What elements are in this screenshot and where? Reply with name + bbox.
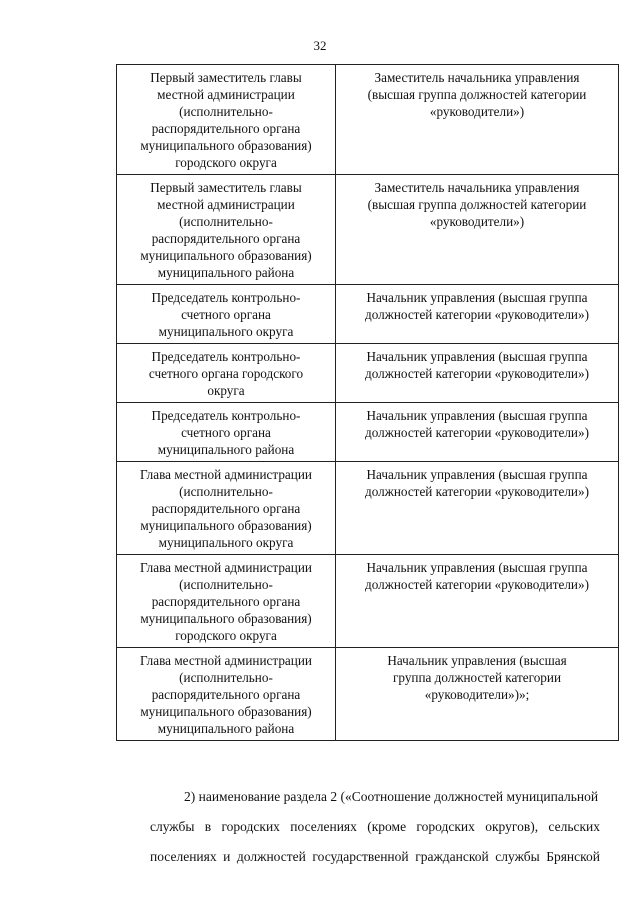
cell-line: муниципального округа — [158, 535, 294, 550]
cell-line: Начальник управления (высшая группа — [366, 408, 588, 423]
cell-line: Председатель контрольно- — [151, 349, 301, 364]
cell-line: муниципального образования) — [140, 248, 312, 263]
cell-line: (высшая группа должностей категории — [367, 87, 587, 102]
position-correspondence-table — [116, 64, 619, 741]
cell-line: муниципального образования) — [140, 518, 312, 533]
cell-line: (исполнительно- — [179, 104, 273, 119]
state-position-cell — [336, 462, 619, 555]
cell-line: (исполнительно- — [179, 484, 273, 499]
cell-line: округа — [207, 383, 245, 398]
cell-line: Начальник управления (высшая группа — [366, 349, 588, 364]
cell-line: муниципального образования) — [140, 138, 312, 153]
cell-line: (исполнительно- — [179, 670, 273, 685]
cell-line: Первый заместитель главы — [150, 70, 302, 85]
cell-line: распорядительного органа — [151, 231, 301, 246]
cell-line: местной администрации — [157, 87, 295, 102]
cell-line: (исполнительно- — [179, 214, 273, 229]
cell-line: (исполнительно- — [179, 577, 273, 592]
municipal-position-cell — [117, 462, 336, 555]
cell-line: Председатель контрольно- — [151, 408, 301, 423]
state-position-cell — [336, 555, 619, 648]
cell-line: «руководители») — [429, 104, 525, 119]
cell-line: должностей категории «руководители») — [365, 366, 589, 381]
amendment-paragraph — [116, 782, 600, 872]
cell-line: (высшая группа должностей категории — [367, 197, 587, 212]
cell-line: Начальник управления (высшая группа — [366, 290, 588, 305]
cell-line: распорядительного органа — [151, 121, 301, 136]
cell-line: Первый заместитель главы — [150, 180, 302, 195]
cell-line: Глава местной администрации — [140, 467, 312, 482]
cell-line: распорядительного органа — [151, 501, 301, 516]
cell-line: муниципального округа — [158, 324, 294, 339]
cell-line: счетного органа — [181, 307, 271, 322]
paragraph-line: 2) наименование раздела 2 («Соотношение должностей муниципальной — [184, 789, 599, 804]
table-row — [117, 344, 619, 403]
cell-line: местной администрации — [157, 197, 295, 212]
cell-line: Заместитель начальника управления — [374, 180, 580, 195]
cell-line: Глава местной администрации — [140, 560, 312, 575]
cell-line: Глава местной администрации — [140, 653, 312, 668]
cell-line: Начальник управления (высшая — [387, 653, 567, 668]
municipal-position-cell — [117, 648, 336, 741]
table-row — [117, 65, 619, 175]
cell-line: должностей категории «руководители») — [365, 425, 589, 440]
cell-line: муниципального образования) — [140, 704, 312, 719]
cell-line: счетного органа — [181, 425, 271, 440]
cell-line: городского округа — [175, 155, 277, 170]
cell-line: муниципального района — [157, 721, 295, 736]
municipal-position-cell — [117, 403, 336, 462]
cell-line: Начальник управления (высшая группа — [366, 467, 588, 482]
paragraph-line: службы в городских поселениях (кроме городских округов), сельских — [150, 819, 600, 834]
cell-line: Заместитель начальника управления — [374, 70, 580, 85]
page-number: 32 — [313, 38, 327, 53]
cell-line: должностей категории «руководители») — [365, 484, 589, 499]
cell-line: должностей категории «руководители») — [365, 577, 589, 592]
cell-line: группа должностей категории — [392, 670, 562, 685]
table-row — [117, 403, 619, 462]
paragraph-line: поселениях и должностей государственной гражданской службы Брянской — [150, 849, 600, 864]
state-position-cell — [336, 175, 619, 285]
cell-line: должностей категории «руководители») — [365, 307, 589, 322]
table-row — [117, 285, 619, 344]
cell-line: распорядительного органа — [151, 594, 301, 609]
cell-line: «руководители») — [429, 214, 525, 229]
municipal-position-cell — [117, 65, 336, 175]
cell-line: счетного органа городского — [148, 366, 304, 381]
cell-line: городского округа — [175, 628, 277, 643]
table-row — [117, 462, 619, 555]
state-position-cell — [336, 648, 619, 741]
cell-line: «руководители»)»; — [424, 687, 530, 702]
municipal-position-cell — [117, 344, 336, 403]
cell-line: муниципального образования) — [140, 611, 312, 626]
cell-line: распорядительного органа — [151, 687, 301, 702]
municipal-position-cell — [117, 555, 336, 648]
table-row — [117, 175, 619, 285]
state-position-cell — [336, 65, 619, 175]
cell-line: Начальник управления (высшая группа — [366, 560, 588, 575]
table-row — [117, 555, 619, 648]
cell-line: муниципального района — [157, 442, 295, 457]
cell-line: муниципального района — [157, 265, 295, 280]
municipal-position-cell — [117, 175, 336, 285]
cell-line: Председатель контрольно- — [151, 290, 301, 305]
municipal-position-cell — [117, 285, 336, 344]
state-position-cell — [336, 344, 619, 403]
state-position-cell — [336, 403, 619, 462]
table-row — [117, 648, 619, 741]
state-position-cell — [336, 285, 619, 344]
